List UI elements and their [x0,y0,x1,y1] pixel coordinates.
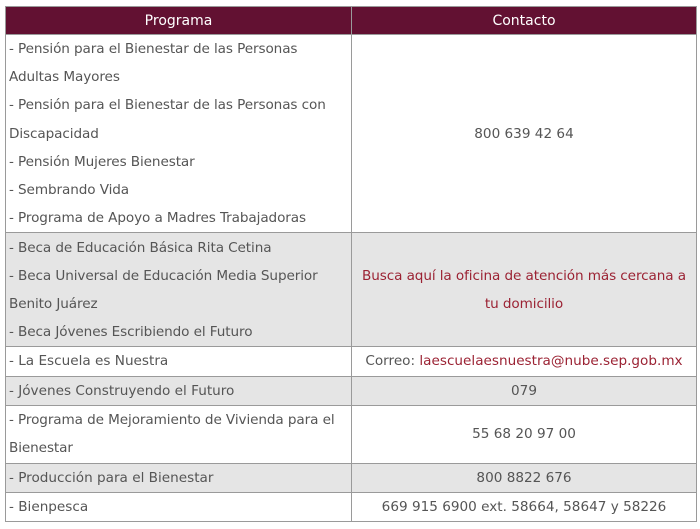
programs-contact-table [5,6,697,522]
table-row [6,493,697,522]
table-row [6,347,697,376]
office-locator-link[interactable] [356,262,692,290]
program-line: - Programa de Mejoramiento de Vivienda para el [9,412,335,429]
table-row [6,376,697,405]
header-contacto: Contacto [352,7,697,35]
program-line: - Pensión para el Bienestar de las Personas [9,41,298,57]
program-cell [6,405,352,463]
office-locator-link-continued[interactable] [356,290,692,318]
office-locator-cell [352,233,697,347]
program-cell [6,35,352,233]
program-line: - Pensión Mujeres Bienestar [9,153,195,170]
contact-cell: 800 8822 676 [352,463,697,492]
program-line: Adultas Mayores [9,69,120,86]
program-cell: - Bienpesca [6,493,352,522]
program-cell [6,233,352,347]
email-contact-cell [352,347,697,376]
table-row [6,405,697,463]
header-programa: Programa [6,7,352,35]
program-cell: - Producción para el Bienestar [6,463,352,492]
program-cell: - Jóvenes Construyendo el Futuro [6,376,352,405]
office-locator-link-text: Busca aquí la oficina de atención más cercana a [362,267,686,284]
table-row [6,35,697,233]
contact-cell: 669 915 6900 ext. 58664, 58647 y 58226 [352,493,697,522]
table-row [6,463,697,492]
contact-cell: 079 [352,376,697,405]
program-line: Bienestar [9,440,73,457]
email-prefix: Correo: [365,353,420,370]
program-line: - Beca de Educación Básica Rita Cetina [9,239,272,256]
program-line: Discapacidad [9,125,99,142]
table-header-row [6,7,697,35]
program-line: - Beca Jóvenes Escribiendo el Futuro [9,324,253,341]
program-line: - Sembrando Vida [9,182,130,199]
program-cell: - La Escuela es Nuestra [6,347,352,376]
program-line: - Pensión para el Bienestar de las Personas con [9,97,326,114]
program-line: - Beca Universal de Educación Media Superior [9,267,318,284]
contact-cell: 800 639 42 64 [352,35,697,233]
contact-cell: 55 68 20 97 00 [352,405,697,463]
email-link[interactable]: laescuelaesnuestra@nube.sep.gob.mx [419,353,683,370]
contact-table-container [5,6,696,522]
table-row [6,233,697,347]
office-locator-link-text: tu domicilio [484,295,564,312]
program-line: Benito Juárez [9,295,98,312]
program-line: - Programa de Apoyo a Madres Trabajadoras [9,210,307,227]
